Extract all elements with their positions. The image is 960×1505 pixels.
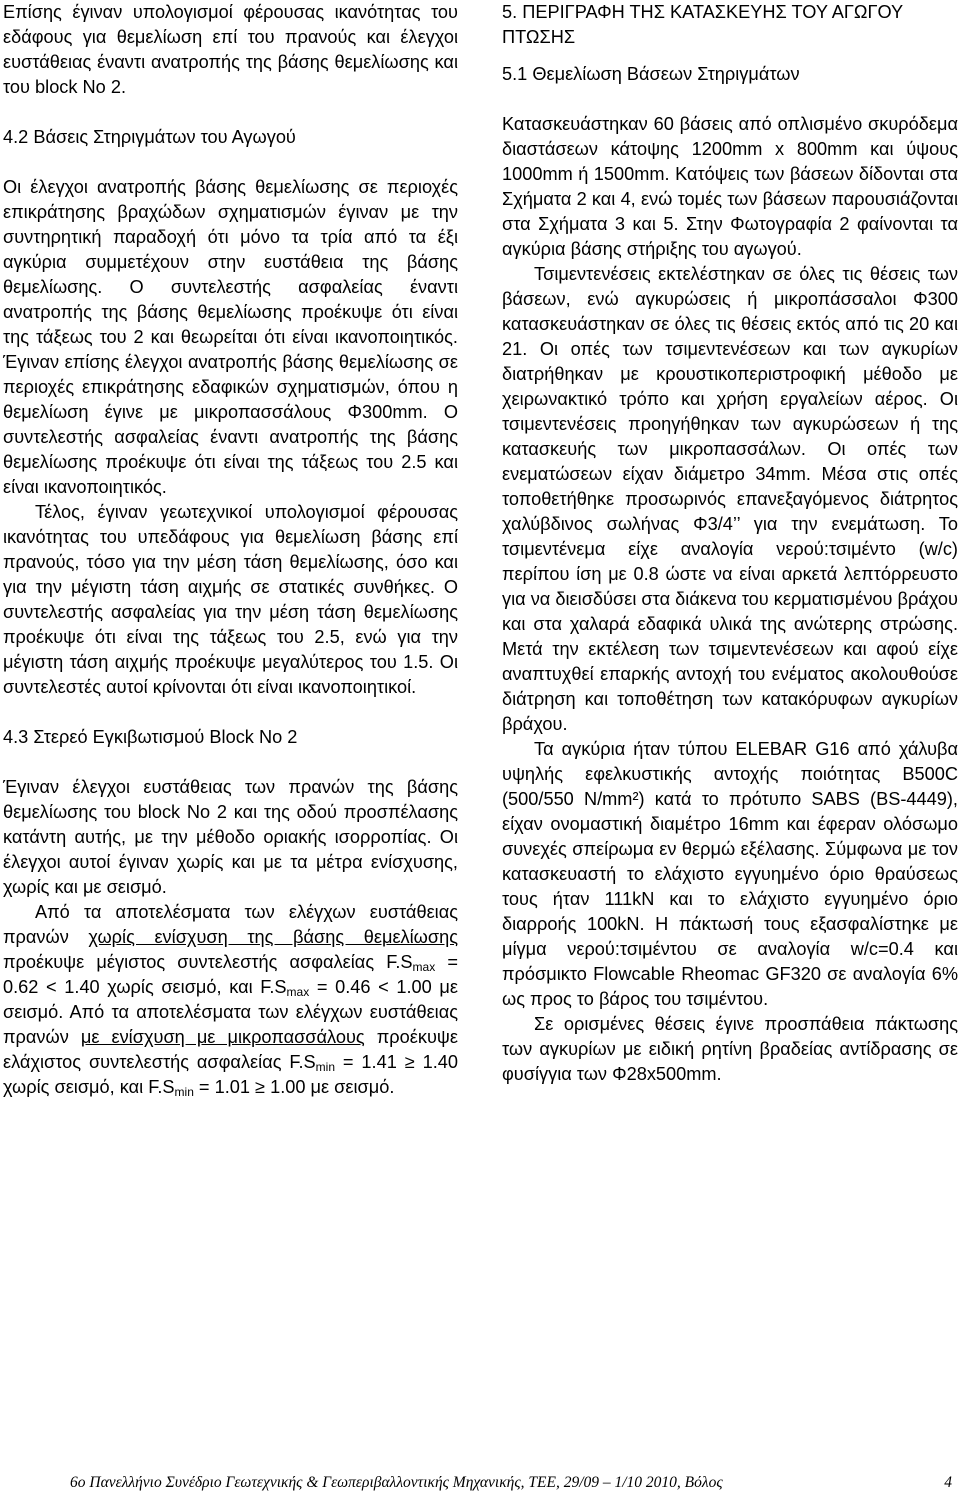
underlined-micropiles: με ενίσχυση με μικροπασσάλους [80, 1027, 365, 1047]
paragraph-safety-factors: Από τα αποτελέσματα των ελέγχων ευστάθειας πρανών χωρίς ενίσχυση της βάσης θεμελίωσης προέκυψε μέγιστος συντελεστής ασφαλείας $F.S_{max} = 0.62 < 1.40$ χωρίς σεισμό, και $F.S_{max} = 0.46 < 1.00$ με σεισμό. Από τα αποτελέσματα των ελέγχων ευστάθειας πρανών με ενίσχυση με μικροπασσάλους προέκυψε ελάχιστος συντελεστής ασφαλείας $F.S_{min} = 1.41 \ge 1.40$ χωρίς σεισμό, και $F.S_{min} = 1.01 \ge 1.00$ με σεισμό. [3, 902, 458, 1099]
section-heading-4-3: 4.3 Στερεό Εγκιβωτισμού Block No 2 [3, 727, 298, 747]
paragraph-bearing-capacity: Τέλος, έγιναν γεωτεχνικοί υπολογισμοί φέρουσας ικανότητας του υπεδάφους για θεμελίωση βάσης επί πρανούς, τόσο για την μέση τάση θεμελίωσης, όσο και για την μέγιστη τάση αιχμής σε στατικές συνθήκες. Ο συντελεστής ασφαλείας για την μέση τάση θεμελίωσης προέκυψε ότι είναι της τάξεως του 2.5, ενώ για την μέγιστη τάση αιχμής προέκυψε μεγαλύτερος του 1.5. Οι συντελεστές αυτοί κρίνονται ότι είναι ικανοποιητικοί. [3, 502, 458, 697]
paragraph-grouting: Τσιμεντενέσεις εκτελέστηκαν σε όλες τις θέσεις των βάσεων, ενώ αγκυρώσεις ή μικροπάσσαλοι Φ300 κατασκευάστηκαν σε όλες τις θέσεις εκτός από τις 20 και 21. Οι οπές των τσιμεντενέσεων και των αγκυρίων διατρήθηκαν με κρουστικοπεριστροφική μέθοδο με χειρωνακτικό τρόπο και χρήση εργαλείων αέρος. Οι τσιμεντενέσεις προηγήθηκαν των αγκυρώσεων ή της κατασκευής των μικροπασσάλων. Οι οπές των ενεματώσεων είχαν διάμετρο 34mm. Μέσα στις οπές τοποθετήθηκε προσωρινός επανεξαγόμενος διάτρητος χαλύβδινος σωλήνας Φ3/4’’ για την ενεμάτωση. Το τσιμεντένεμα είχε αναλογία νερού:τσιμέντο (w/c) περίπου ίση με 0.8 ώστε να είναι αρκετά λεπτόρρευστο για να διεισδύσει στα διάκενα του κερματισμένου βράχου και στα χαλαρά εδαφικά υλικά της ανώτερης στρώσης. Μετά την εκτέλεση των τσιμεντενέσεων και αφού είχε αναπτυχθεί επαρκής αντοχή του ενέματος ακολουθούσε διάτρηση και τοποθέτηση των κατακόρυφων αγκυρίων βράχου. [502, 264, 958, 734]
section-heading-5-1: 5.1 Θεμελίωση Βάσεων Στηριγμάτων [502, 64, 800, 84]
section-heading-5: 5. ΠΕΡΙΓΡΑΦΗ ΤΗΣ ΚΑΤΑΣΚΕΥΗΣ ΤΟΥ ΑΓΩΓΟΥ ΠΤΩΣΗΣ [502, 2, 903, 47]
paragraph-slope-stability: Έγιναν έλεγχοι ευστάθειας των πρανών της βάσης θεμελίωσης του block No 2 και της οδού προσπέλασης κατάντη αυτής, με την μέθοδο οριακής ισορροπίας. Οι έλεγχοι αυτοί έγιναν χωρίς και με τα μέτρα ενίσχυσης, χωρίς και με σεισμό. [3, 777, 458, 897]
footer-conference-text: 6ο Πανελλήνιο Συνέδριο Γεωτεχνικής & Γεωπεριβαλλοντικής Μηχανικής, ΤΕΕ, 29/09 – 1/10 2010, Βόλος [70, 1474, 723, 1491]
page-number: 4 [944, 1474, 952, 1491]
right-column [502, 0, 958, 1087]
section-heading-4-2: 4.2 Βάσεις Στηριγμάτων του Αγωγού [3, 127, 296, 147]
paragraph-foundation-bases: Κατασκευάστηκαν 60 βάσεις από οπλισμένο σκυρόδεμα διαστάσεων κάτοψης 1200mm x 800mm και ύψους 1000mm ή 1500mm. Κατόψεις των βάσεων δίδονται στα Σχήματα 2 και 4, ενώ τομές των βάσεων παρουσιάζονται στα Σχήματα 3 και 5. Στην Φωτογραφία 2 φαίνονται τα αγκύρια βάσης στήριξης του αγωγού. [502, 114, 958, 259]
underlined-no-reinforcement: χωρίς ενίσχυση της βάσης θεμελίωσης [88, 927, 458, 947]
paragraph-anchors: Τα αγκύρια ήταν τύπου ELEBAR G16 από χάλυβα υψηλής εφελκυστικής αντοχής ποιότητας B500C (500/550 N/mm²) κατά το πρότυπο SABS (BS-4449), είχαν ονομαστική διαμέτρο 16mm και έφεραν ολόσωμο συνεχές σπείρωμα εν θερμώ εξέλασης. Σύμφωνα με τον κατασκευαστή το ελάχιστο εγγυημένο όριο θραύσεως τους ήταν 111kN και το ελάχιστο εγγυημένο όριο διαρροής 100kN. Η πάκτωσή τους εξασφαλίστηκε με μίγμα νερού:τσιμέντου σε αναλογία w/c=0.4 και πρόσμικτο Flowcable Rheomac GF320 σε αναλογία 6% ως προς το βάρος του τσιμέντου. [502, 739, 958, 1009]
paragraph-intro: Επίσης έγιναν υπολογισμοί φέρουσας ικανότητας του εδάφους για θεμελίωση επί του πρανούς και έλεγχοι ευστάθειας έναντι ανατροπής της βάσης θεμελίωσης και του block No 2. [3, 2, 458, 97]
paragraph-overturning: Οι έλεγχοι ανατροπής βάσης θεμελίωσης σε περιοχές επικράτησης βραχώδων σχηματισμών έγιναν με την συντηρητική παραδοχή ότι μόνο τα τρία από τα έξι αγκύρια συμμετέχουν στην ευστάθεια της βάσης θεμελίωσης. Ο συντελεστής ασφαλείας έναντι ανατροπής της βάσης θεμελίωσης προέκυψε ότι είναι της τάξεως του 2 και θεωρείται ότι είναι ικανοποιητικός. Έγιναν επίσης έλεγχοι ανατροπής βάσης θεμελίωσης σε περιοχές επικράτησης εδαφικών σχηματισμών, όπου η θεμελίωση έγινε με μικροπασσάλους Φ300mm. Ο συντελεστής ασφαλείας έναντι ανατροπής της βάσης θεμελίωσης προέκυψε ότι είναι της τάξεως του 2.5 και είναι ικανοποιητικός. [3, 177, 458, 497]
paragraph-resin: Σε ορισμένες θέσεις έγινε προσπάθεια πάκτωσης των αγκυρίων με ειδική ρητίνη βραδείας αντίδρασης σε φυσίγγια των Φ28x500mm. [502, 1014, 958, 1084]
left-column [3, 0, 458, 1100]
